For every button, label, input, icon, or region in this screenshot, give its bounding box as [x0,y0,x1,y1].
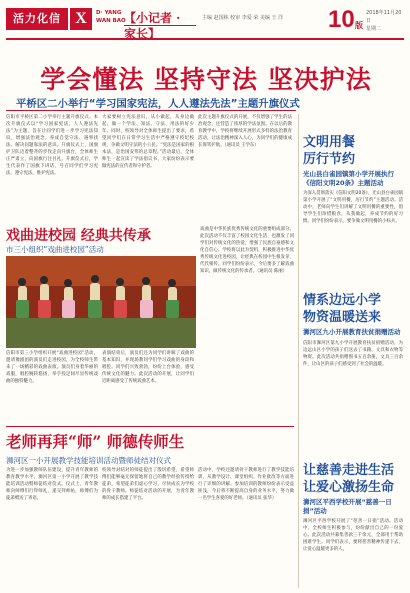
opera-caption: 信阳市第三小学组织开展“戏曲进校园”活动，邀请豫剧团的演员们走进校园，为全校师生带来了一场精彩的戏曲表演。演员们身着华丽的戏服，唱腔婉转悠扬，举手投足间尽显传统戏曲的独特魅力。 [6,351,98,384]
story3-divider [6,426,294,427]
editor-credits: 主编 赵国栋 校审 李爱 荣 美编 王 洋 [202,15,284,21]
opera-column-3: 戏曲是中华民族优秀传统文化的重要组成部分。此次活动不仅丰富了校园文化生活，也激发了同学们对传统文化的热爱，增强了民族自豪感和文化自信心。学校将以此为契机，积极推进中华优秀传统文化进校园，让经典在校园中生根发芽，代代相传。同学们纷纷表示，今后要多了解戏曲知识，做传统文化的传承者。（通讯员 陈丽） [200,227,294,274]
teacher-headline: 老师再拜“师” 师德传师生 [6,432,185,451]
sidebar-rule [298,114,299,588]
sidebar-story1-subhead: 光山县白雀园镇第小学开展执行《信阳文明20条》主题活动 [303,170,394,187]
lead-subhead: 平桥区二小举行“学习国家宪法，人人遵法先法”主题升旗仪式 [16,98,300,110]
opera-photo-image [6,256,196,348]
teacher-column-2: 校领导对结对的师徒提出了殷切希望，希望师傅们能够毫无保留地将自己的教学经验传授给徒弟，希望徒弟们虚心学习，尽快成长为学校的骨干教师。师徒结对活动的开展，为青年教师的成长搭建了平台。 [102,468,194,501]
opera-headline: 戏曲进校园 经典共传承 [6,228,151,244]
sidebar-story1-body: 为深入贯彻落实《信阳文明20条》，光山县白雀园镇第小学开展了“文明用餐，厉行节约”主题活动。活动中，老师向学生们讲解了文明用餐的重要性，倡导学生们珍惜粮食，从我做起，养成节约的好习惯。同学们纷纷表示，要争做文明用餐的小标兵。 [303,191,403,224]
lead-column-1: 信阳市平桥区第二小学举行主题升旗仪式。本次升旗仪式以“学习国家宪法，人人遵法先法”为主题，旨在让同学们进一步学习宪法知识，增强法治观念，养成自觉守法、遇事找法、解决问题靠法的意识。升旗仪式上，国旗护卫队迈着整齐的步伐走向升旗台，全体师生庄严肃立，向国旗行注目礼。升旗仪式后，学生代表作了国旗下讲话，号召同学们学习宪法，遵守宪法，维护宪法。 [6,115,98,176]
sidebar-story2-body: 信阳市浉河区第九小学开展教育扶贫捐赠活动，为边远山区小学的孩子们送去了书籍、文具和衣物等物资。此次活动共捐赠图书五百余册，文具三百余件，让山区的孩子们感受到了社会的温暖。 [303,341,403,367]
pinyin-line-2: WAN BAO [96,18,126,24]
opera-column-2: 表演结束后，演员们还为同学们讲解了戏曲的基本知识，并现场教同学们学习戏曲的身段和唱腔。同学们兴致勃勃，纷纷上台体验，感受传统文化的魅力。此次活动的开展，让同学们近距离感受了传统戏曲艺术。 [102,351,194,384]
teacher-column-1: 为进一步加强教师队伍建设，提升青年教师的教育教学水平，浉河区第一小学开展了教学技能培训活动暨师徒结对仪式。仪式上，青年教师向师傅们行拜师礼，递交拜师帖，师傅们为徒弟赠送了寄语。 [6,468,98,501]
paper-logo: 活力化信 [6,8,68,30]
lead-column-3: 此次主题升旗仪式的开展，不仅增强了学生的法治观念，还营造了浓厚的学法氛围。在以后的教育教学中，学校将继续开展形式多样的法治教育活动，让法治精神深入人心，为同学们的健康成长保驾护航。（通讯员 王学东） [198,115,292,148]
sidebar-story2-title-line2: 物资温暖送来 [303,310,382,325]
teacher-column-3: 活动中，学校还邀请骨干教师进行了教学技能培训，从教学设计、课堂组织、作业批改等方面进行了详细的讲解。参加培训的教师纷纷表示受益匪浅，今后将不断提高自身的业务水平，努力做一名学生喜爱的好老师。（通讯员 张华） [198,468,294,501]
page-number: 10 [328,6,355,33]
sidebar-story3-title-line2: 让爱心激扬生命 [303,480,395,495]
sidebar-story3-body: 浉河区平西学校开展了“慈善一日捐”活动。活动中，全校师生积极参与，纷纷献出自己的一份爱心。此次活动共募集善款三千余元，全部用于帮助困难学生。同学们表示，要将慈善精神传递下去，让爱心温暖更多的人。 [303,519,403,552]
pinyin-line-1: D· YANG [96,10,122,16]
issue-date [366,9,404,33]
lead-headline: 学会懂法 坚持守法 坚决护法 [40,65,372,94]
sidebar-story1-title-line2: 厉行节约 [303,152,356,167]
sidebar-story1-title-line1: 文明用餐 [303,135,356,150]
section-name: 【小记者 · 家长】 [124,10,196,26]
opera-performance-photo [6,256,196,348]
teacher-subhead: 浉河区一小开展教学技能培训活动暨师徒结对仪式 [6,456,171,465]
sidebar-story2-subhead: 浉河区九小开展教育扶贫捐赠活动 [303,328,401,336]
paper-logo-pinyin [96,9,126,25]
lead-column-2: 大家要树立宪法意识，从小做起，从身边做起，做一个学法、知法、守法、用法的好少年。同时，校领导对全体师生提出了要求，希望同学们在日常学习生活中严格遵守校纪校规，争做文明守法的小公民。“宪法是国家的根本法，是治国安邦的总章程。”活动最后，全体师生一起宣读了学法倡议书，大家纷纷表示要做宪法的宣传者和守护者。 [102,115,194,169]
sidebar-story3-title-line1: 让慈善走进生活 [303,463,395,478]
sidebar-story3-subhead: 浉河区平西学校开展“慈善一日捐”活动 [303,498,392,515]
opera-subhead: 市三小组织“戏曲进校园”活动 [6,245,104,254]
masthead [6,6,404,40]
date-line-2: 星期二 [366,26,382,32]
sidebar-story2-title-line1: 情系边远小学 [303,293,382,308]
paper-logo-letter: X [70,8,92,30]
page-suffix: 版 [355,21,363,30]
date-line-1: 2018年11月20日 [366,10,402,24]
lead-rule [6,110,296,111]
